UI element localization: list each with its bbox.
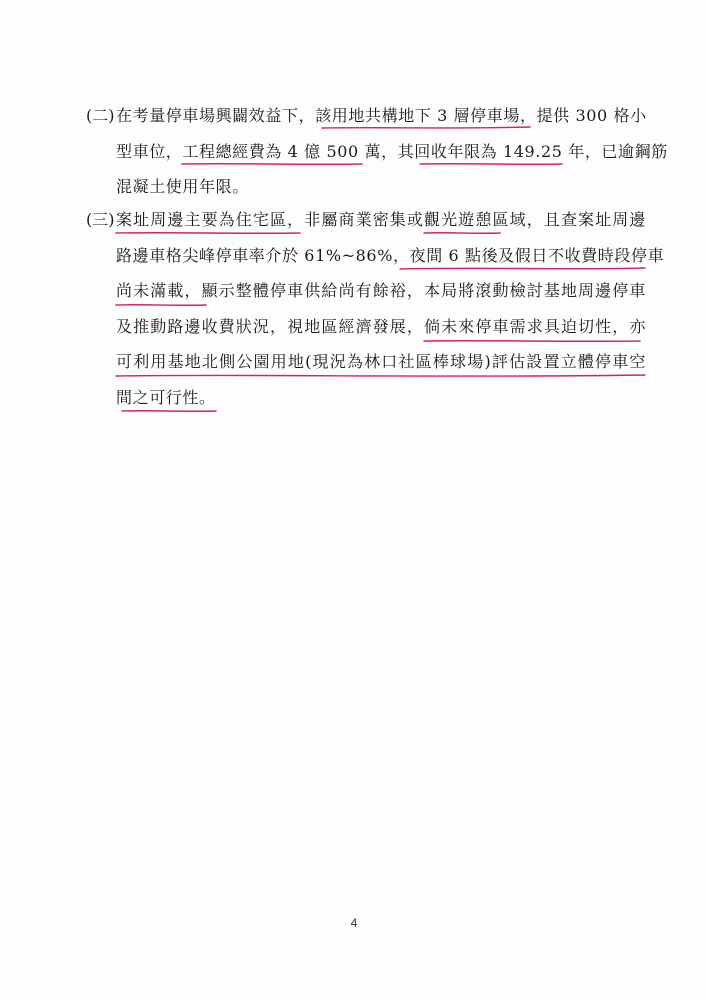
text-line: 在考量停車場興闢效益下，該用地共構地下 3 層停車場，提供 300 格小: [116, 106, 647, 125]
text-line: 尚未滿載，顯示整體停車供給尚有餘裕，本局將滾動檢討基地周邊停車: [116, 281, 646, 300]
text-line: 及推動路邊收費狀況，視地區經濟發展，倘未來停車需求具迫切性，亦: [116, 316, 646, 336]
text-line: 間之可行性。: [116, 387, 216, 407]
paragraph-number: (三): [86, 210, 115, 229]
text-line: 路邊車格尖峰停車率介於 61%~86%，夜間 6 點後及假日不收費時段停車: [116, 245, 665, 265]
page-number: 4: [350, 916, 358, 930]
paragraph-body: [116, 98, 668, 205]
paragraph-body: [116, 202, 665, 415]
text-line: 型車位，工程總經費為 4 億 500 萬，其回收年限為 149.25 年，已逾鋼筋: [116, 141, 668, 161]
text-line: 案址周邊主要為住宅區，非屬商業密集或觀光遊憩區域，且查案址周邊: [116, 210, 646, 229]
text-line: 可利用基地北側公園用地(現況為林口社區棒球場)評估設置立體停車空: [116, 352, 646, 371]
paragraph-number: (二): [86, 106, 115, 125]
text-line: 混凝土使用年限。: [116, 177, 249, 196]
